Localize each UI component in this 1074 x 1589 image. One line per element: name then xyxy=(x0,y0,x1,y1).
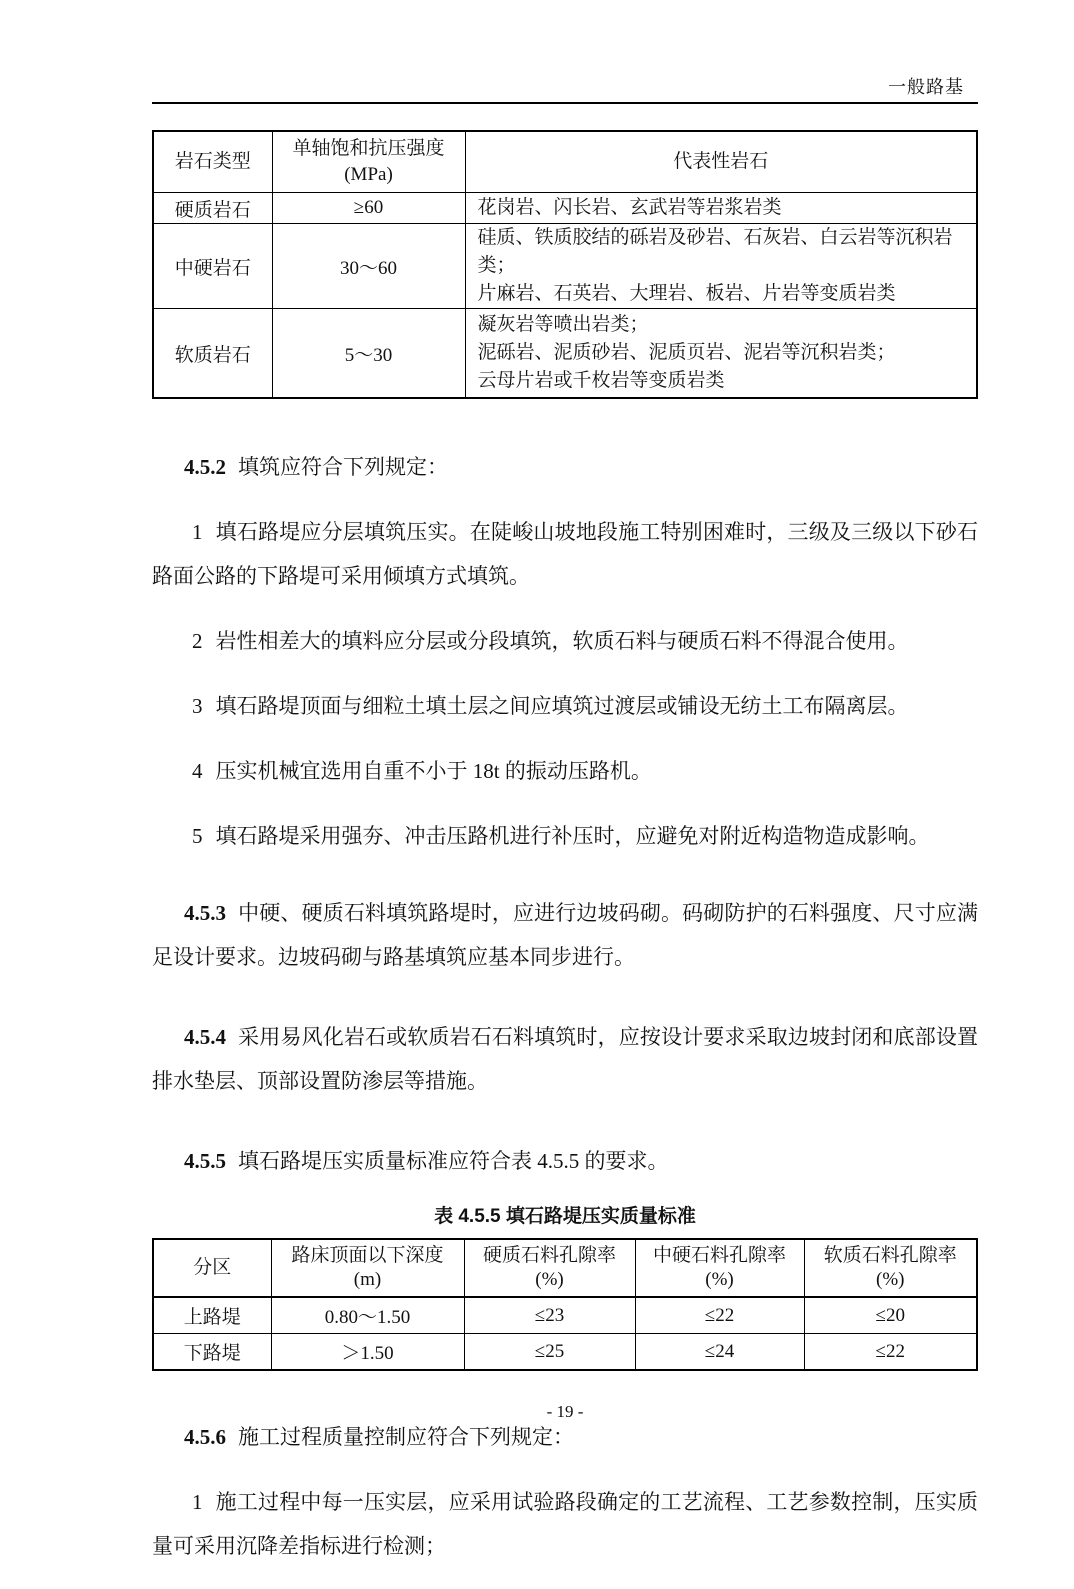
header-unit: (%) xyxy=(705,1269,734,1290)
clause-text: 采用易风化岩石或软质岩石石料填筑时，应按设计要求采取边坡封闭和底部设置排水垫层、顶部设置防渗层等措施。 xyxy=(152,1025,978,1093)
header-cell-medium-porosity xyxy=(635,1239,804,1297)
rep-line: 硅质、铁质胶结的砾岩及砂岩、石灰岩、白云岩等沉积岩类； xyxy=(477,227,953,276)
cell-soft: ≤20 xyxy=(804,1297,977,1334)
cell-zone: 上路堤 xyxy=(153,1297,271,1334)
clause-item xyxy=(152,814,978,858)
rep-line: 泥砾岩、泥质砂岩、泥质页岩、泥岩等沉积岩类； xyxy=(477,342,896,363)
clause-text: 填石路堤压实质量标准应符合表 4.5.5 的要求。 xyxy=(238,1149,669,1173)
cell-depth: ＞1.50 xyxy=(271,1334,464,1371)
header-cell-depth xyxy=(271,1239,464,1297)
clause-item xyxy=(152,684,978,728)
cell-rock-type: 硬质岩石 xyxy=(153,193,272,224)
header-cell-strength xyxy=(272,131,465,193)
clause-text: 中硬、硬质石料填筑路堤时，应进行边坡码砌。码砌防护的石料强度、尺寸应满足设计要求。边坡码砌与路基填筑应基本同步进行。 xyxy=(152,901,978,969)
clause-item xyxy=(152,619,978,663)
cell-rock-type: 软质岩石 xyxy=(153,309,272,399)
table-header-row xyxy=(153,1239,977,1297)
table-header-row xyxy=(153,131,977,193)
table-row xyxy=(153,1334,977,1371)
header-strength-line1: 单轴饱和抗压强度 xyxy=(292,138,445,159)
item-number: 1 xyxy=(192,520,203,544)
cell-strength: 30～60 xyxy=(272,224,465,309)
compaction-quality-table xyxy=(152,1238,978,1371)
cell-soft: ≤22 xyxy=(804,1334,977,1371)
item-number: 3 xyxy=(192,694,203,718)
header-unit: (%) xyxy=(535,1269,564,1290)
item-number: 4 xyxy=(192,759,203,783)
clause-4-5-4 xyxy=(152,1015,978,1103)
cell-medium: ≤22 xyxy=(635,1297,804,1334)
item-number: 5 xyxy=(192,824,203,848)
clause-number: 4.5.4 xyxy=(184,1025,226,1049)
clause-4-5-3 xyxy=(152,891,978,979)
header-strength-unit: (MPa) xyxy=(344,164,393,185)
clause-text: 填筑应符合下列规定： xyxy=(238,455,448,479)
header-cell-rock-type: 岩石类型 xyxy=(153,131,272,193)
item-text: 岩性相差大的填料应分层或分段填筑，软质石料与硬质石料不得混合使用。 xyxy=(215,629,909,653)
cell-zone: 下路堤 xyxy=(153,1334,271,1371)
rep-line: 片麻岩、石英岩、大理岩、板岩、片岩等变质岩类 xyxy=(477,283,896,304)
running-header: 一般路基 xyxy=(888,77,964,97)
clause-number: 4.5.3 xyxy=(184,901,226,925)
table-row xyxy=(153,224,977,309)
header-rule xyxy=(152,102,978,104)
header-cell-soft-porosity xyxy=(804,1239,977,1297)
header-line: 软质石料孔隙率 xyxy=(823,1245,957,1266)
table-row xyxy=(153,193,977,224)
cell-depth: 0.80～1.50 xyxy=(271,1297,464,1334)
page-number: - 19 - xyxy=(546,1402,584,1421)
header-unit: (%) xyxy=(876,1269,905,1290)
rep-line: 凝灰岩等喷出岩类； xyxy=(477,314,649,335)
table-row xyxy=(153,309,977,399)
item-text: 填石路堤应分层填筑压实。在陡峻山坡地段施工特别困难时，三级及三级以下砂石路面公路的下路堤可采用倾填方式填筑。 xyxy=(152,520,978,588)
header-line: 中硬石料孔隙率 xyxy=(652,1245,786,1266)
item-text: 填石路堤采用强夯、冲击压路机进行补压时，应避免对附近构造物造成影响。 xyxy=(215,824,930,848)
header-line: 硬质石料孔隙率 xyxy=(482,1245,616,1266)
clause-item xyxy=(152,510,978,598)
rep-line: 云母片岩或千枚岩等变质岩类 xyxy=(477,370,725,391)
clause-text: 施工过程质量控制应符合下列规定： xyxy=(238,1425,574,1449)
cell-representative xyxy=(465,309,977,399)
cell-strength: 5～30 xyxy=(272,309,465,399)
cell-representative xyxy=(465,193,977,224)
clause-number: 4.5.6 xyxy=(184,1425,226,1449)
cell-strength: ≥60 xyxy=(272,193,465,224)
clause-item xyxy=(152,1480,978,1568)
header-unit: (m) xyxy=(353,1269,382,1290)
item-text: 填石路堤顶面与细粒土填土层之间应填筑过渡层或铺设无纺土工布隔离层。 xyxy=(215,694,909,718)
cell-rock-type: 中硬岩石 xyxy=(153,224,272,309)
page-content xyxy=(152,0,978,1589)
cell-representative xyxy=(465,224,977,309)
item-text: 压实机械宜选用自重不小于 18t 的振动压路机。 xyxy=(215,759,652,783)
cell-hard: ≤23 xyxy=(464,1297,635,1334)
cell-medium: ≤24 xyxy=(635,1334,804,1371)
clause-4-5-2 xyxy=(152,445,978,489)
header-line: 路床顶面以下深度 xyxy=(291,1245,444,1266)
rock-classification-table xyxy=(152,130,978,399)
rep-line: 花岗岩、闪长岩、玄武岩等岩浆岩类 xyxy=(477,197,782,218)
header-cell-zone: 分区 xyxy=(153,1239,271,1297)
clause-number: 4.5.2 xyxy=(184,455,226,479)
table-caption: 表 4.5.5 填石路堤压实质量标准 xyxy=(434,1206,696,1227)
item-number: 1 xyxy=(192,1490,203,1514)
table-row xyxy=(153,1297,977,1334)
clause-item xyxy=(152,749,978,793)
clause-number: 4.5.5 xyxy=(184,1149,226,1173)
item-number: 2 xyxy=(192,629,203,653)
clause-4-5-5 xyxy=(152,1139,978,1183)
cell-hard: ≤25 xyxy=(464,1334,635,1371)
item-text: 施工过程中每一压实层，应采用试验路段确定的工艺流程、工艺参数控制，压实质量可采用沉降差指标进行检测； xyxy=(152,1490,978,1558)
header-cell-hard-porosity xyxy=(464,1239,635,1297)
header-cell-representative: 代表性岩石 xyxy=(465,131,977,193)
